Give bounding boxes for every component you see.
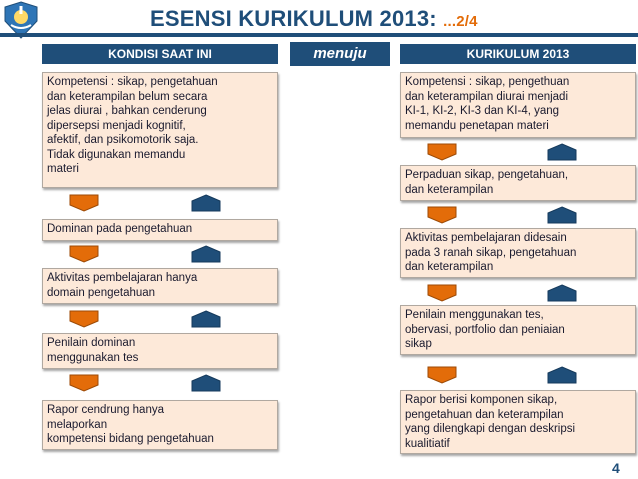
arrow-up-icon: [190, 194, 222, 212]
right-column-header: KURIKULUM 2013: [400, 44, 636, 64]
page-number: 4: [612, 460, 620, 476]
text-line: yang dilengkapi dengan deskripsi: [405, 423, 576, 435]
text-line: Rapor cendrung hanya: [47, 404, 164, 416]
text-line: Aktivitas pembelajaran didesain: [405, 232, 567, 244]
text-line: Aktivitas pembelajaran hanya: [47, 272, 198, 284]
text-line: Dominan pada pengetahuan: [47, 223, 193, 235]
text-line: kualitiatif: [405, 437, 450, 450]
text-line: Penilain dominan: [47, 337, 136, 349]
text-line: pada 3 ranah sikap, pengetahuan: [405, 246, 577, 259]
text-line: Penilain menggunakan tes,: [405, 309, 544, 321]
text-line: Tidak digunakan memandu: [47, 148, 186, 161]
text-line: domain pengetahuan: [47, 286, 156, 299]
arrow-up-icon: [190, 374, 222, 392]
text-line: obervasi, portfolio dan peniaian: [405, 323, 565, 336]
right-box-5: [400, 390, 636, 454]
text-line: memandu penetapan materi: [405, 119, 549, 132]
text-line: melaporkan: [47, 418, 108, 431]
left-box-2: [42, 219, 278, 241]
arrow-up-icon: [546, 284, 578, 302]
text-line: Kompetensi : sikap, pengethuan: [405, 76, 570, 88]
arrow-up-icon: [546, 366, 578, 384]
slide-page-indicator: ...2/4: [443, 13, 478, 30]
arrow-up-icon: [546, 143, 578, 161]
right-box-4: [400, 305, 636, 355]
arrow-down-icon: [68, 194, 100, 212]
text-line: afektif, dan psikomotorik saja.: [47, 134, 199, 146]
right-box-1: [400, 72, 636, 138]
text-line: KI-1, KI-2, KI-3 dan KI-4, yang: [405, 105, 560, 117]
arrow-down-icon: [68, 310, 100, 328]
text-line: dan keterampilan: [405, 183, 494, 196]
text-line: jelas diurai , bahkan cenderung: [47, 105, 207, 117]
text-line: kompetensi bidang pengetahuan: [47, 433, 214, 445]
arrow-down-icon: [426, 366, 458, 384]
text-line: Rapor berisi komponen sikap,: [405, 394, 558, 406]
left-column-header: KONDISI SAAT INI: [42, 44, 278, 64]
arrow-down-icon: [68, 374, 100, 392]
arrow-up-icon: [546, 206, 578, 224]
text-line: dan keterampilan: [405, 261, 494, 273]
left-box-1: [42, 72, 278, 188]
slide-title-main: ESENSI KURIKULUM 2013:: [150, 6, 437, 31]
right-box-2: [400, 165, 636, 201]
arrow-down-icon: [426, 143, 458, 161]
left-box-5: [42, 400, 278, 450]
arrow-down-icon: [426, 284, 458, 302]
text-line: sikap: [405, 338, 432, 350]
text-line: Perpaduan sikap, pengetahuan,: [405, 169, 569, 181]
text-line: Kompetensi : sikap, pengetahuan: [47, 76, 218, 88]
text-line: dan keterampilan belum secara: [47, 90, 208, 103]
right-box-3: [400, 228, 636, 278]
left-box-3: [42, 268, 278, 304]
arrow-down-icon: [68, 245, 100, 263]
arrow-up-icon: [190, 245, 222, 263]
text-line: dan keterampilan diurai menjadi: [405, 90, 569, 103]
text-line: pengetahuan dan keterampilan: [405, 408, 564, 421]
slide-title: [150, 6, 478, 32]
menuju-label: menuju: [290, 42, 390, 66]
title-divider: [0, 33, 638, 37]
left-box-4: [42, 333, 278, 369]
arrow-up-icon: [190, 310, 222, 328]
text-line: menggunakan tes: [47, 351, 139, 364]
arrow-down-icon: [426, 206, 458, 224]
text-line: materi: [47, 163, 79, 175]
text-line: dipersepsi menjadi kognitif,: [47, 119, 186, 132]
